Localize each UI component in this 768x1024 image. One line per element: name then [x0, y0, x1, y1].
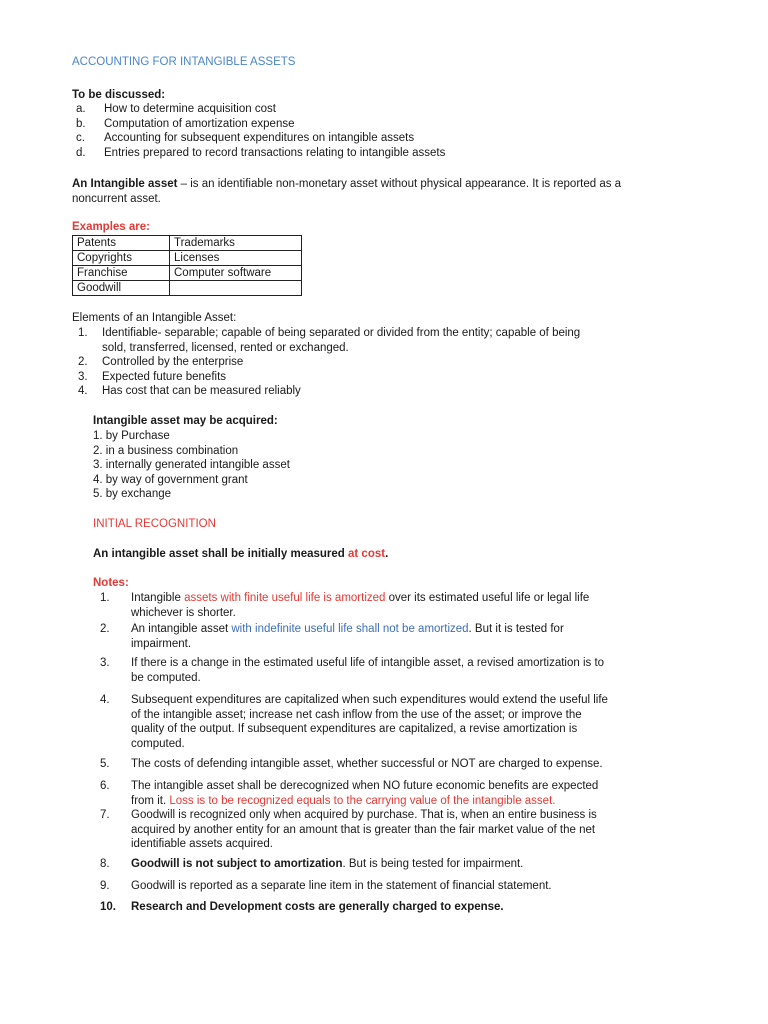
- list-item: 3. Expected future benefits: [78, 370, 227, 383]
- discussed-item: a. How to determine acquisition cost: [76, 103, 276, 115]
- note-item: 5. The costs of defending intangible asset, whether successful or NOT are charged to expense.: [100, 758, 603, 770]
- examples-table: [72, 235, 302, 296]
- list-item: 4. by way of government grant: [93, 473, 248, 486]
- examples-heading: Examples are:: [72, 221, 150, 233]
- note-item: 7. Goodwill is recognized only when acquired by purchase. That is, when an entire business is acquired by another entity for an amount that is greater than the fair market value of the net identifiable assets acquired.: [100, 809, 597, 851]
- acquired-heading: Intangible asset may be acquired:: [93, 415, 278, 427]
- note-item: 6. The intangible asset shall be derecognized when NO future economic benefits are expected from it. Loss is to be recognized equals to the carrying value of the intangible asset.: [100, 780, 599, 807]
- elements-list: 1. Identifiable- separable; capable of being separated or divided from the entity; capable of being sold, transferred, licensed, rented or exchanged. 2. Controlled by the enterprise 3. Expected future benefits 4. Has cost that can be measured reliably: [78, 326, 698, 399]
- list-item: 1. by Purchase: [93, 430, 170, 442]
- notes-heading: Notes:: [93, 577, 129, 589]
- discussed-item: d. Entries prepared to record transactions relating to intangible assets: [76, 146, 446, 159]
- list-item: 2. in a business combination: [93, 444, 239, 457]
- list-item: 4. Has cost that can be measured reliably: [78, 385, 301, 398]
- table-row: Patents Trademarks: [73, 236, 302, 251]
- acquired-list: [93, 429, 290, 502]
- definition-term: An Intangible asset: [72, 178, 178, 190]
- list-item: 3. internally generated intangible asset: [93, 459, 290, 472]
- note-item: 1. Intangible assets with finite useful life is amortized over its estimated useful life or legal life whichever is shorter.: [100, 592, 590, 619]
- initial-recognition-statement: An intangible asset shall be initially measured at cost.: [93, 548, 389, 560]
- list-item: 2. Controlled by the enterprise: [78, 356, 244, 369]
- table-row: Franchise Computer software: [73, 266, 302, 281]
- note-item: 9. Goodwill is reported as a separate line item in the statement of financial statement.: [100, 880, 552, 892]
- elements-heading: Elements of an Intangible Asset:: [72, 312, 237, 324]
- list-item: 5. by exchange: [93, 488, 172, 501]
- discussed-heading: To be discussed:: [72, 89, 166, 101]
- discussed-list: [76, 102, 676, 160]
- list-item: 1. Identifiable- separable; capable of being separated or divided from the entity; capable of being: [78, 327, 581, 339]
- note-item: 10. Research and Development costs are generally charged to expense.: [100, 901, 504, 913]
- table-row: Goodwill: [73, 281, 302, 296]
- note-item: 4. Subsequent expenditures are capitalized when such expenditures would extend the useful life of the intangible asset; increase net cash inflow from the use of the asset; or improve the quality of the output. If subsequent expenditures are capitalized, a revise amortization is computed.: [100, 694, 608, 750]
- note-item: 2. An intangible asset with indefinite useful life shall not be amortized. But it is tested for impairment.: [100, 623, 564, 650]
- initial-recognition-heading: INITIAL RECOGNITION: [93, 518, 216, 530]
- definition-paragraph: An Intangible asset – is an identifiable non-monetary asset without physical appearance. It is reported as a noncurrent asset.: [72, 178, 622, 205]
- note-item: 8. Goodwill is not subject to amortization. But is being tested for impairment.: [100, 858, 524, 870]
- document-title: ACCOUNTING FOR INTANGIBLE ASSETS: [72, 56, 296, 68]
- discussed-item: c. Accounting for subsequent expenditures on intangible assets: [76, 132, 415, 145]
- discussed-item: b. Computation of amortization expense: [76, 117, 295, 130]
- table-row: Copyrights Licenses: [73, 251, 302, 266]
- note-item: 3. If there is a change in the estimated useful life of intangible asset, a revised amortization is to be computed.: [100, 657, 605, 684]
